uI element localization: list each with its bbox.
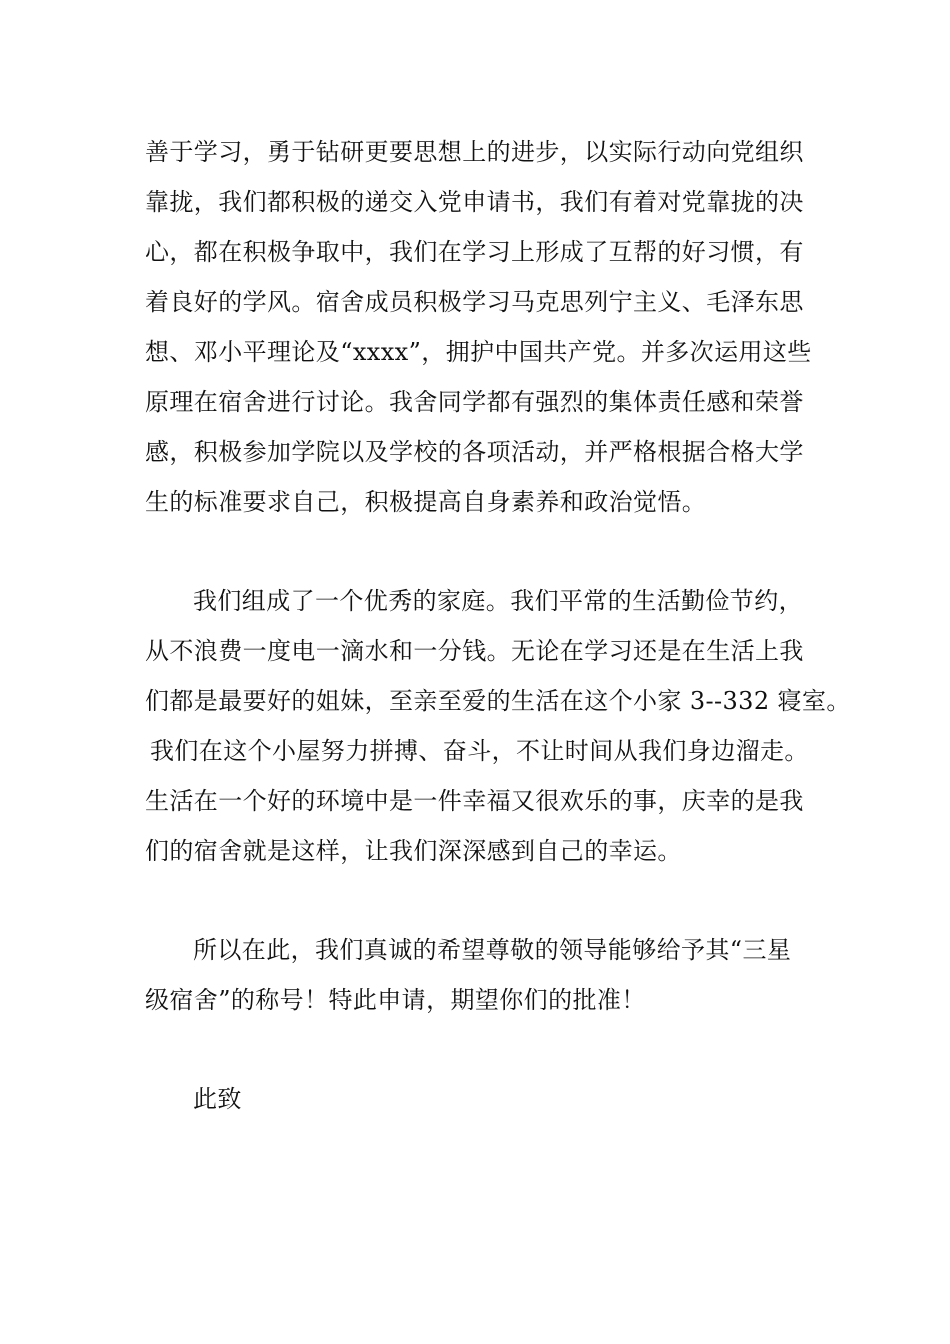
paragraph-2-line-2: 从不浪费一度电一滴水和一分钱。无论在学习还是在生活上我 xyxy=(145,637,804,665)
closing-salutation: 此致 xyxy=(193,1085,242,1113)
paragraph-2-line-1: 我们组成了一个优秀的家庭。我们平常的生活勤俭节约， xyxy=(193,587,803,615)
paragraph-1-line-7: 感，积极参加学院以及学校的各项活动，并严格根据合格大学 xyxy=(145,438,804,466)
paragraph-2-line-4: 我们在这个小屋努力拼搏、奋斗，不让时间从我们身边溜走。 xyxy=(150,737,809,765)
paragraph-3-line-2: 级宿舍”的称号！特此申请，期望你们的批准！ xyxy=(145,986,646,1014)
paragraph-1-line-8: 生的标准要求自己，积极提高自身素养和政治觉悟。 xyxy=(145,488,707,516)
paragraph-2-line-3: 们都是最要好的姐妹，至亲至爱的生活在这个小家 3--332 寝室。 xyxy=(145,687,851,715)
paragraph-3-line-1: 所以在此，我们真诚的希望尊敬的领导能够给予其“三星 xyxy=(193,936,792,964)
paragraph-1-line-2: 靠拢，我们都积极的递交入党申请书，我们有着对党靠拢的决 xyxy=(145,188,804,216)
paragraph-1-line-4: 着良好的学风。宿舍成员积极学习马克思列宁主义、毛泽东思 xyxy=(145,288,804,316)
paragraph-2-line-5: 生活在一个好的环境中是一件幸福又很欢乐的事，庆幸的是我 xyxy=(145,787,804,815)
paragraph-1-line-1: 善于学习，勇于钻研更要思想上的进步，以实际行动向党组织 xyxy=(145,138,804,166)
paragraph-2-line-6: 们的宿舍就是这样，让我们深深感到自己的幸运。 xyxy=(145,837,682,865)
paragraph-1-line-6: 原理在宿舍进行讨论。我舍同学都有强烈的集体责任感和荣誉 xyxy=(145,388,804,416)
paragraph-1-line-3: 心，都在积极争取中，我们在学习上形成了互帮的好习惯，有 xyxy=(145,238,804,266)
paragraph-1-line-5: 想、邓小平理论及“xxxx”，拥护中国共产党。并多次运用这些 xyxy=(145,338,812,366)
